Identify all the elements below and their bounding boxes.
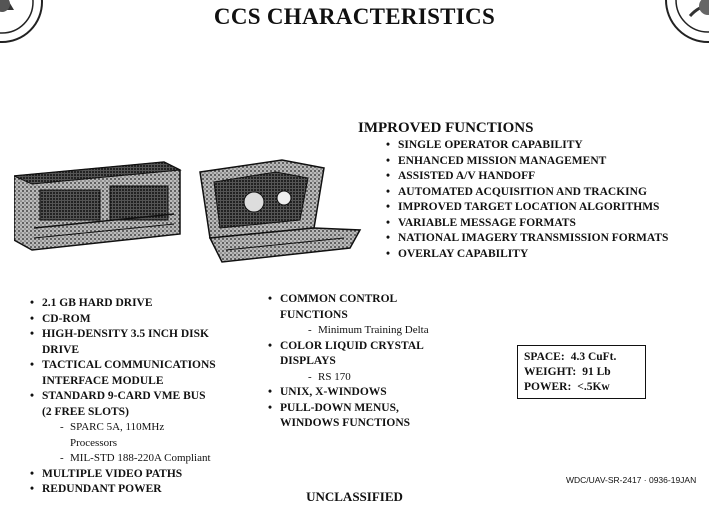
list-item-line: • COLOR LIQUID CRYSTAL: [280, 339, 424, 352]
spec-label: WEIGHT:: [524, 366, 577, 378]
sub-item-line: - SPARC 5A, 110MHz: [70, 421, 165, 433]
list-item: • CD-ROM: [30, 312, 216, 328]
list-item: [268, 339, 429, 386]
list-item-line: DISPLAYS: [280, 355, 336, 367]
spec-row-power: [524, 380, 639, 395]
list-item-line: • PULL-DOWN MENUS,: [280, 401, 399, 414]
spec-label: SPACE:: [524, 351, 565, 363]
list-item: [268, 292, 429, 339]
sub-item-rs: - RS 170: [304, 370, 429, 386]
equipment-photo: [14, 150, 362, 266]
list-item: [30, 389, 216, 467]
sub-item-milstd: - MIL-STD 188-220A Compliant: [56, 451, 216, 467]
list-item: • OVERLAY CAPABILITY: [386, 247, 668, 263]
list-item-line: • TACTICAL COMMUNICATIONS: [42, 359, 216, 371]
list-item: • REDUNDANT POWER: [30, 482, 216, 498]
list-item: [30, 358, 216, 389]
sub-item-training: - Minimum Training Delta: [304, 323, 429, 339]
list-item-line: • HIGH-DENSITY 3.5 INCH DISK: [42, 328, 209, 340]
list-item: • VARIABLE MESSAGE FORMATS: [386, 216, 668, 232]
improved-functions-heading: IMPROVED FUNCTIONS: [358, 120, 534, 136]
page-title: CCS CHARACTERISTICS: [213, 4, 496, 29]
document-id: WDC/UAV-SR-2417 · 0936-19JAN: [566, 475, 697, 485]
spec-label: POWER:: [524, 381, 572, 393]
spec-row-weight: [524, 365, 639, 380]
hardware-list: [30, 296, 216, 498]
list-item: • SINGLE OPERATOR CAPABILITY: [386, 138, 668, 154]
specs-box: [517, 345, 646, 399]
spec-value: 4.3 CuFt.: [570, 351, 617, 363]
improved-functions-list: [386, 138, 668, 262]
list-item-line: FUNCTIONS: [280, 308, 348, 321]
spec-row-space: [524, 350, 639, 365]
list-item: • ENHANCED MISSION MANAGEMENT: [386, 154, 668, 170]
list-item-line: • STANDARD 9-CARD VME BUS: [42, 390, 206, 402]
list-item: [268, 401, 429, 432]
list-item: • 2.1 GB HARD DRIVE: [30, 296, 216, 312]
spec-value: <.5Kw: [577, 381, 610, 393]
list-item: • NATIONAL IMAGERY TRANSMISSION FORMATS: [386, 231, 668, 247]
list-item: [30, 327, 216, 358]
classification-marking: UNCLASSIFIED: [306, 489, 403, 504]
list-item-line: DRIVE: [42, 343, 80, 356]
sub-item-line: Processors: [70, 436, 118, 449]
list-item: • IMPROVED TARGET LOCATION ALGORITHMS: [386, 200, 668, 216]
list-item-line: WINDOWS FUNCTIONS: [280, 417, 411, 429]
list-item-line: • COMMON CONTROL: [280, 293, 398, 305]
list-item-line: INTERFACE MODULE: [42, 374, 164, 387]
list-item: • MULTIPLE VIDEO PATHS: [30, 467, 216, 483]
software-list: [268, 292, 429, 432]
spec-value: 91 Lb: [582, 366, 611, 378]
list-item: • UNIX, X-WINDOWS: [268, 385, 429, 401]
sub-item-sparc: [56, 420, 216, 451]
list-item: • AUTOMATED ACQUISITION AND TRACKING: [386, 185, 668, 201]
list-item-line: (2 FREE SLOTS): [42, 405, 129, 418]
list-item: • ASSISTED A/V HANDOFF: [386, 169, 668, 185]
